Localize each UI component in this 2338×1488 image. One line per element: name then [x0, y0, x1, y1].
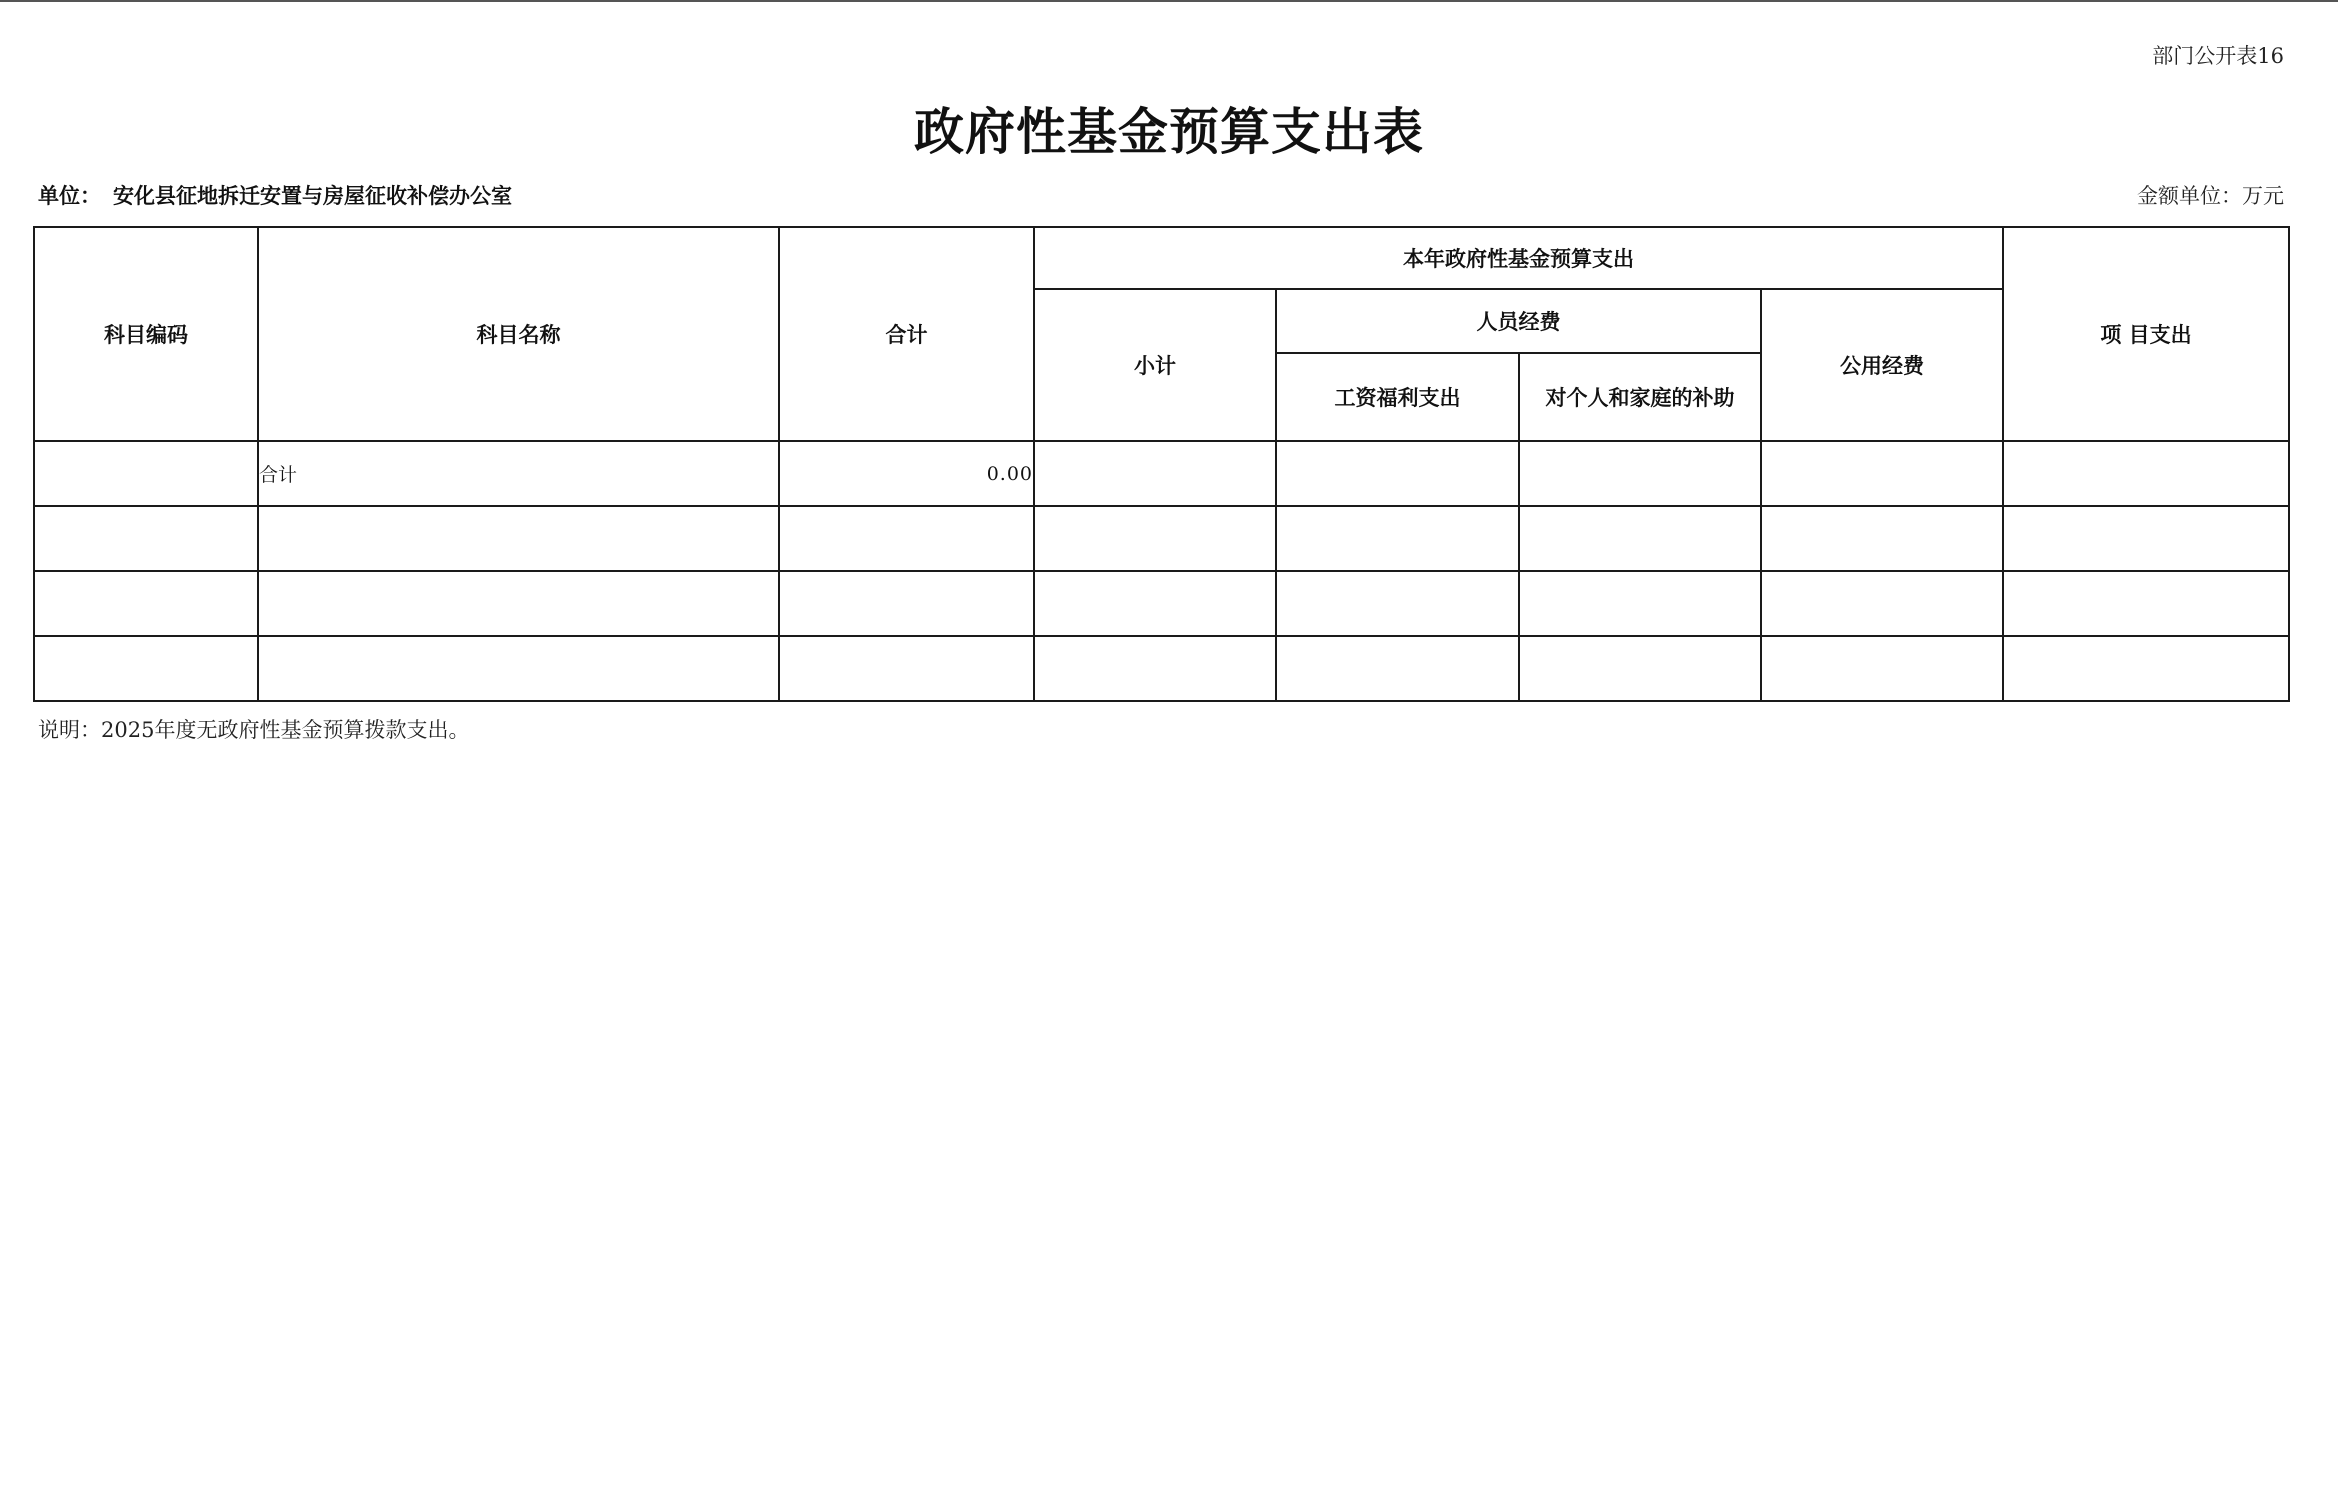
footnote: 说明：2025年度无政府性基金预算拨款支出。 [38, 718, 470, 742]
cell-project-expense [2003, 441, 2289, 506]
cell-public-funds [1761, 506, 2003, 571]
budget-table [33, 226, 2290, 702]
header-total: 合计 [779, 227, 1034, 441]
cell-salary-welfare [1276, 571, 1519, 636]
cell-total: 0.00 [779, 441, 1034, 506]
header-personal-family-subsidy: 对个人和家庭的补助 [1519, 353, 1761, 441]
table-row [34, 441, 2289, 506]
unit-info [38, 180, 512, 210]
cell-personal-family-subsidy [1519, 441, 1761, 506]
header-salary-welfare: 工资福利支出 [1276, 353, 1519, 441]
header-project-expense: 项 目支出 [2003, 227, 2289, 441]
cell-code [34, 506, 258, 571]
page-top-border [0, 0, 2338, 2]
page-title: 政府性基金预算支出表 [914, 103, 1424, 161]
cell-personal-family-subsidy [1519, 571, 1761, 636]
cell-salary-welfare [1276, 636, 1519, 701]
cell-personal-family-subsidy [1519, 506, 1761, 571]
header-public-funds: 公用经费 [1761, 289, 2003, 441]
amount-unit: 金额单位：万元 [2137, 184, 2284, 208]
cell-project-expense [2003, 636, 2289, 701]
cell-salary-welfare [1276, 506, 1519, 571]
cell-code [34, 571, 258, 636]
cell-public-funds [1761, 441, 2003, 506]
table-row [34, 636, 2289, 701]
cell-subtotal [1034, 636, 1276, 701]
cell-name [258, 571, 779, 636]
unit-row [38, 180, 2284, 210]
cell-name: 合计 [258, 441, 779, 506]
header-subtotal: 小计 [1034, 289, 1276, 441]
cell-name [258, 636, 779, 701]
cell-total [779, 636, 1034, 701]
cell-public-funds [1761, 571, 2003, 636]
cell-subtotal [1034, 506, 1276, 571]
cell-name [258, 506, 779, 571]
cell-code [34, 636, 258, 701]
unit-name: 安化县征地拆迁安置与房屋征收补偿办公室 [113, 184, 512, 208]
table-row [34, 571, 2289, 636]
header-name: 科目名称 [258, 227, 779, 441]
form-number: 部门公开表16 [2152, 44, 2284, 68]
unit-label: 单位： [38, 184, 101, 208]
cell-personal-family-subsidy [1519, 636, 1761, 701]
cell-subtotal [1034, 571, 1276, 636]
cell-code [34, 441, 258, 506]
cell-project-expense [2003, 571, 2289, 636]
cell-total [779, 506, 1034, 571]
header-personnel: 人员经费 [1276, 289, 1761, 353]
cell-subtotal [1034, 441, 1276, 506]
header-code: 科目编码 [34, 227, 258, 441]
table-row [34, 506, 2289, 571]
header-current-year: 本年政府性基金预算支出 [1034, 227, 2003, 289]
cell-salary-welfare [1276, 441, 1519, 506]
cell-total [779, 571, 1034, 636]
cell-public-funds [1761, 636, 2003, 701]
cell-project-expense [2003, 506, 2289, 571]
